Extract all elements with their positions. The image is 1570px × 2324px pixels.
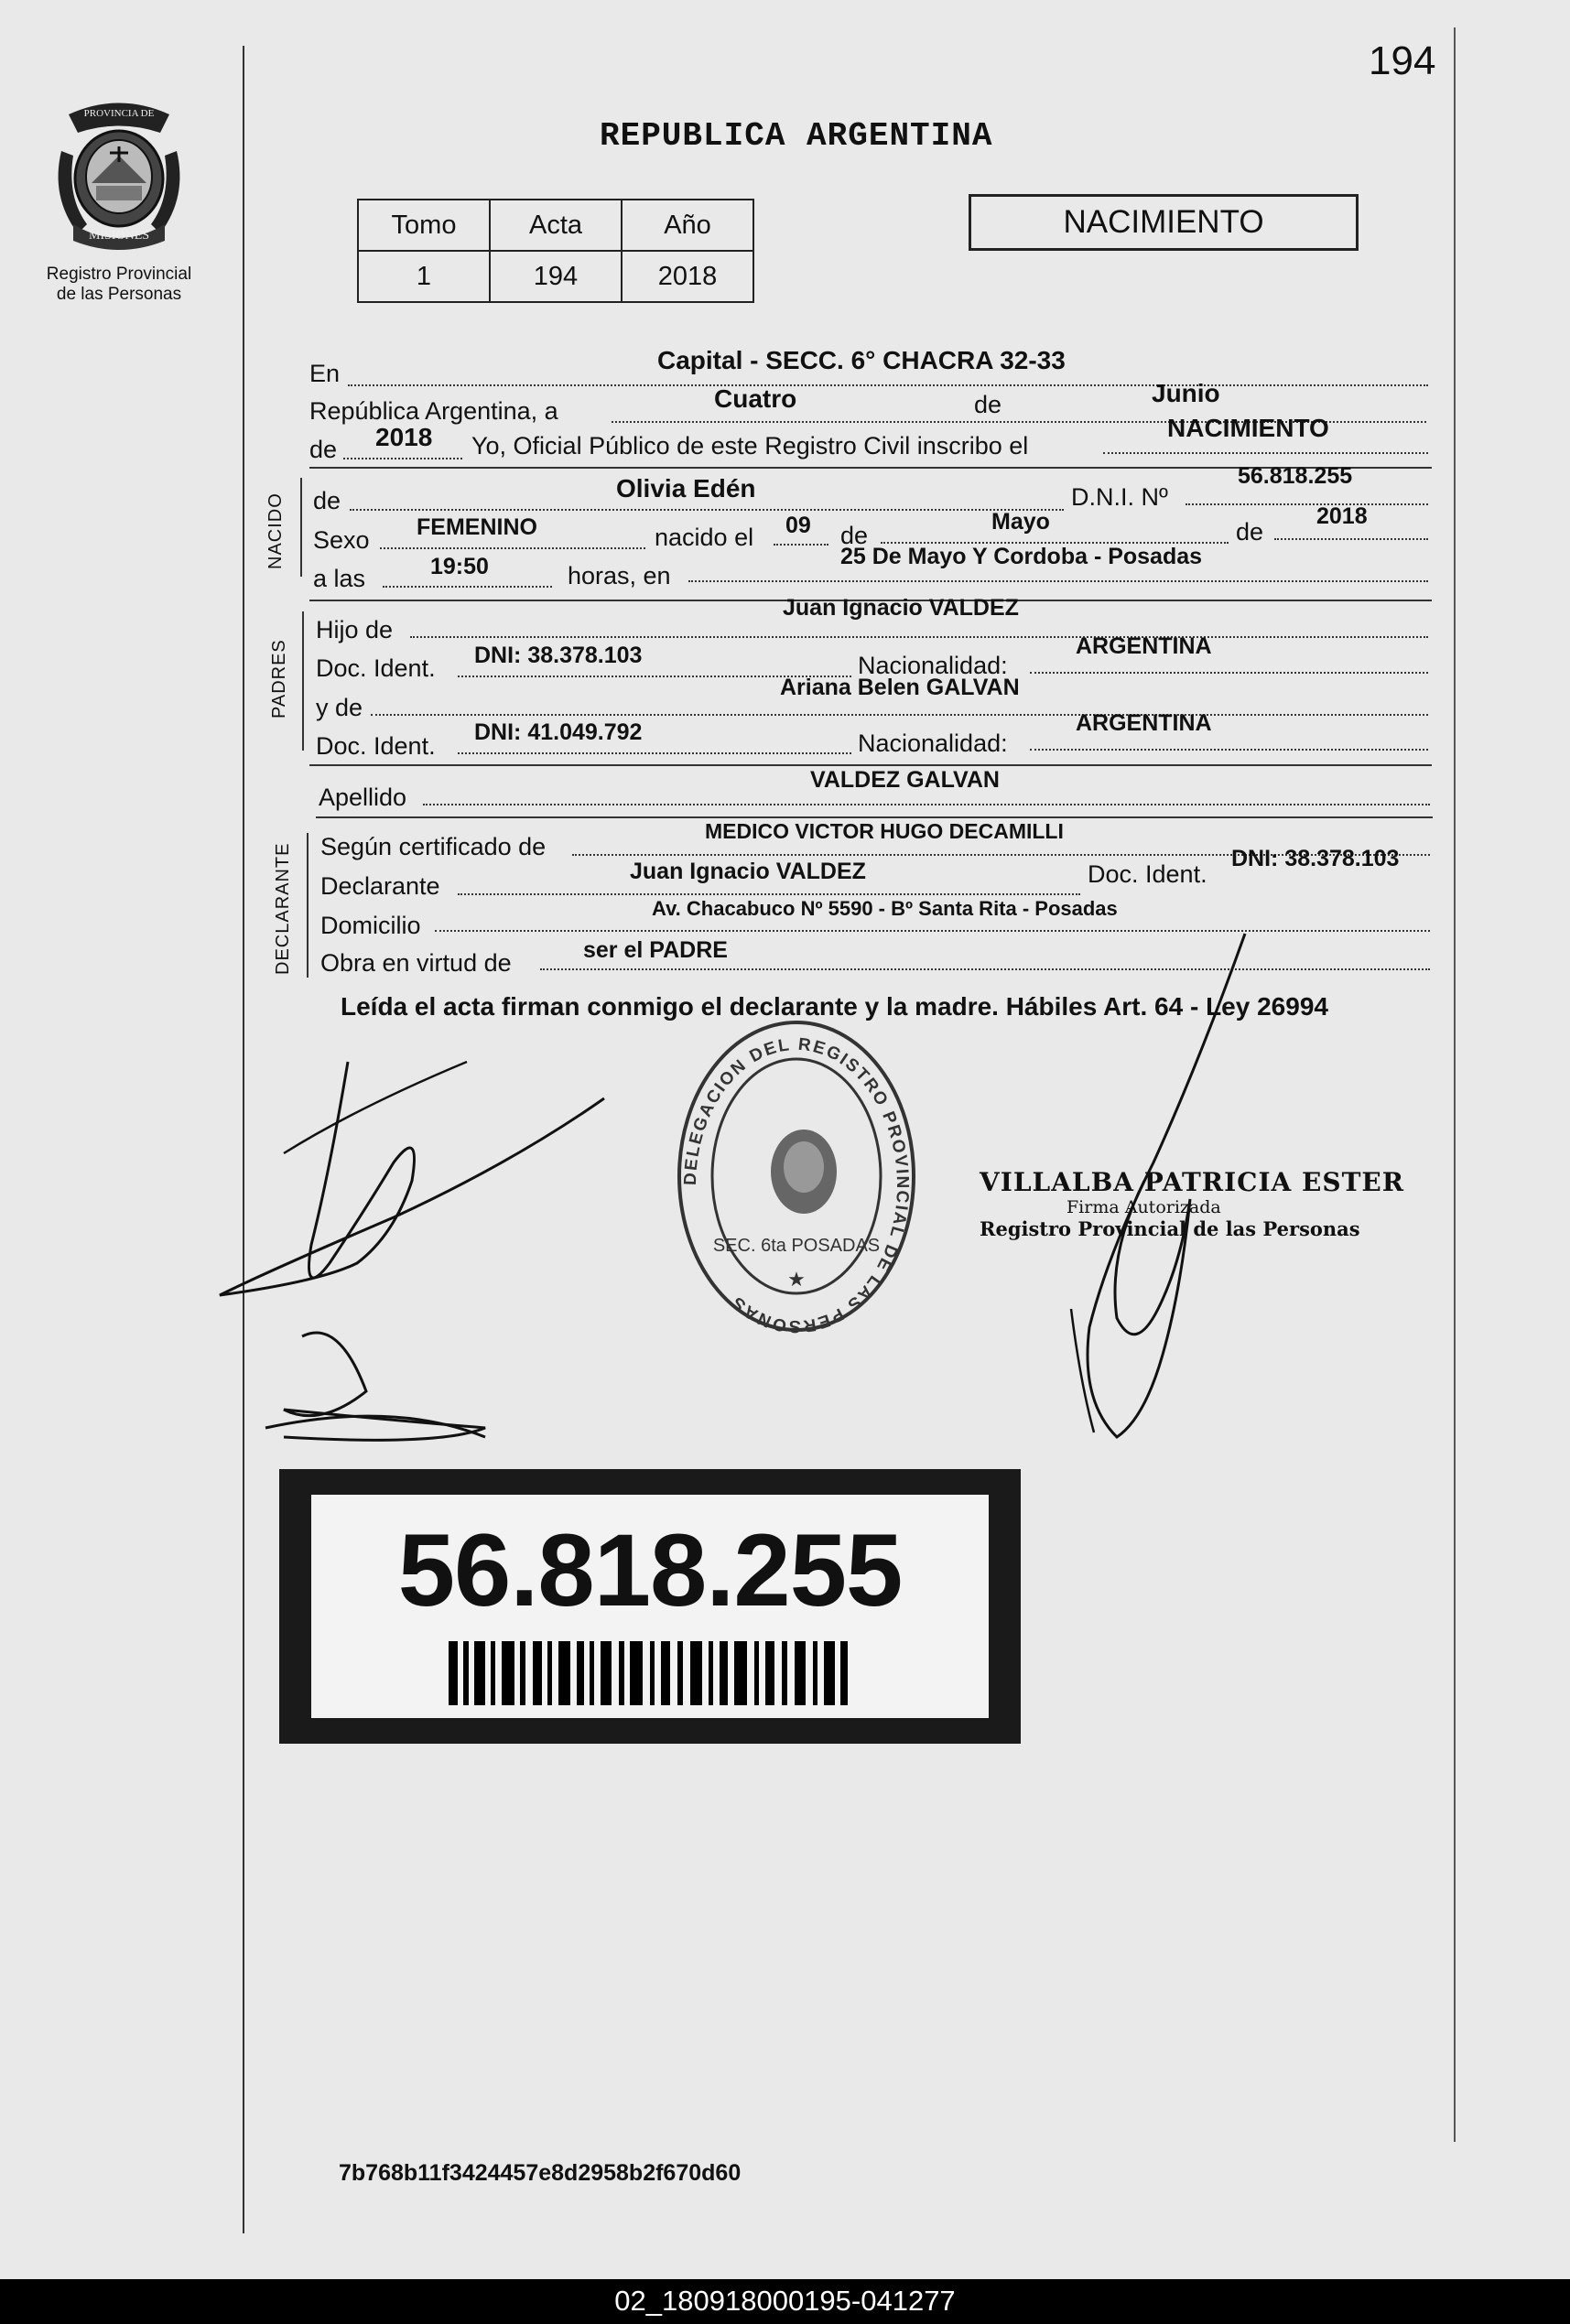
official-org: Registro Provincial de las Personas [980, 1217, 1360, 1240]
dotted-line [423, 804, 1430, 805]
dotted-line [1274, 538, 1428, 540]
y-de-label: y de [316, 694, 363, 721]
section-bracket [302, 611, 304, 751]
dotted-line [1103, 452, 1428, 454]
birth-day-value: 09 [785, 513, 811, 538]
ano-value: 2018 [622, 251, 753, 302]
inscribo-label: Yo, Oficial Público de este Registro Civil inscribo el [471, 432, 1029, 459]
dotted-line [343, 458, 462, 459]
svg-text:SEC. 6ta POSADAS: SEC. 6ta POSADAS [712, 1236, 881, 1256]
svg-text:MISIONES: MISIONES [88, 229, 150, 243]
month-value: Junio [1152, 379, 1220, 407]
declarante-section-label: DECLARANTE [273, 842, 293, 975]
dotted-line [774, 544, 828, 546]
doc-ident-label: Doc. Ident. [316, 654, 436, 682]
location-value: Capital - SECC. 6° CHACRA 32-33 [657, 346, 1066, 374]
inscribo-value: NACIMIENTO [1167, 414, 1329, 442]
dni-label: D.N.I. Nº [1071, 483, 1168, 511]
domicilio-label: Domicilio [320, 912, 421, 939]
section-bracket [307, 833, 309, 978]
birth-month-value: Mayo [991, 509, 1050, 535]
official-signatory-block [980, 1167, 1404, 1240]
dotted-line [380, 547, 645, 549]
record-type-box: NACIMIENTO [969, 194, 1359, 251]
section-divider [309, 764, 1432, 766]
tomo-value: 1 [358, 251, 490, 302]
dotted-line [1186, 503, 1428, 505]
de-label: de [840, 522, 869, 549]
logo-caption: Registro Provincial de las Personas [46, 265, 192, 304]
declarant-signature [211, 1043, 632, 1465]
father-nationality-value: ARGENTINA [1076, 633, 1212, 659]
document-title: REPUBLICA ARGENTINA [600, 117, 993, 155]
acta-header: Acta [490, 200, 622, 251]
mother-name-value: Ariana Belen GALVAN [780, 675, 1020, 700]
section-bracket [300, 478, 302, 577]
register-table [357, 199, 754, 303]
dotted-line [1030, 672, 1428, 674]
surname-value: VALDEZ GALVAN [810, 767, 1000, 793]
nacido-section-label: NACIDO [265, 492, 286, 569]
svg-text:DELEGACION DEL REGISTRO PROVIN: DELEGACION DEL REGISTRO PROVINCIAL DE LAS PERSONAS [680, 1034, 913, 1336]
dotted-line [348, 384, 1428, 386]
doc-ident-label: Doc. Ident. [1088, 860, 1207, 888]
province-logo [46, 96, 192, 305]
certificado-value: MEDICO VICTOR HUGO DECAMILLI [705, 819, 1064, 843]
apellido-label: Apellido [319, 784, 407, 811]
scan-footer [0, 2279, 1570, 2324]
dotted-line [540, 968, 1430, 970]
dotted-line [371, 714, 1428, 716]
en-label: En [309, 360, 341, 387]
coat-of-arms-icon [50, 96, 188, 252]
declarante-doc-value: DNI: 38.378.103 [1231, 846, 1400, 871]
father-name-value: Juan Ignacio VALDEZ [783, 595, 1019, 621]
dotted-line [458, 893, 1080, 895]
obra-value: ser el PADRE [583, 937, 728, 963]
svg-text:★: ★ [787, 1268, 806, 1291]
barcode-number: 56.818.255 [397, 1513, 903, 1627]
declarante-name-value: Juan Ignacio VALDEZ [630, 859, 866, 884]
father-doc-value: DNI: 38.378.103 [474, 643, 643, 668]
document-hash: 7b768b11f3424457e8d2958b2f670d60 [339, 2160, 742, 2186]
scan-id: 02_180918000195-041277 [614, 2285, 956, 2317]
nacido-el-label: nacido el [655, 524, 754, 551]
section-divider [316, 816, 1433, 818]
child-name-value: Olivia Edén [616, 474, 756, 503]
nacionalidad-label: Nacionalidad: [858, 652, 1008, 679]
padres-section-label: PADRES [269, 639, 289, 719]
nacionalidad-label: Nacionalidad: [858, 730, 1008, 757]
dotted-line [435, 930, 1430, 932]
horas-label: horas, en [568, 562, 671, 589]
day-value: Cuatro [714, 384, 797, 413]
right-margin-line [1454, 27, 1456, 2142]
official-name: VILLALBA PATRICIA ESTER [980, 1167, 1405, 1197]
acta-value: 194 [490, 251, 622, 302]
de-label: de [313, 487, 341, 514]
dni-barcode-sticker [279, 1469, 1021, 1744]
child-dni-value: 56.818.255 [1238, 463, 1353, 489]
dotted-line [458, 752, 851, 754]
domicilio-value: Av. Chacabuco Nº 5590 - Bº Santa Rita - Posadas [652, 897, 1118, 920]
ano-header: Año [622, 200, 753, 251]
doc-ident-label: Doc. Ident. [316, 732, 436, 760]
hijo-label: Hijo de [316, 616, 394, 643]
de-label: de [970, 391, 1005, 419]
declarante-label: Declarante [320, 872, 440, 900]
mother-nationality-value: ARGENTINA [1076, 710, 1212, 736]
sexo-value: FEMENINO [417, 514, 537, 540]
certificado-label: Según certificado de [320, 833, 547, 860]
birth-year-value: 2018 [1316, 503, 1368, 529]
closing-text: Leída el acta firman conmigo el declarante y la madre. Hábiles Art. 64 - Ley 26994 [341, 992, 1328, 1021]
svg-text:PROVINCIA DE: PROVINCIA DE [83, 108, 155, 119]
barcode-icon [449, 1641, 851, 1705]
page-number: 194 [1369, 38, 1436, 83]
a-las-label: a las [313, 565, 366, 592]
dotted-line [1030, 749, 1428, 751]
official-stamp [668, 1011, 925, 1341]
dotted-line [350, 509, 1064, 511]
birth-time-value: 19:50 [430, 554, 489, 579]
de2-label: de [309, 436, 338, 463]
dotted-line [383, 586, 552, 588]
year-value: 2018 [375, 423, 433, 451]
sexo-label: Sexo [313, 526, 370, 554]
republica-label: República Argentina, a [309, 397, 558, 425]
obra-label: Obra en virtud de [320, 949, 512, 977]
mother-doc-value: DNI: 41.049.792 [474, 719, 643, 745]
dotted-line [688, 580, 1428, 582]
de-label: de [1236, 518, 1264, 546]
official-role: Firma Autorizada [1067, 1197, 1221, 1217]
dotted-line [410, 636, 1428, 638]
birth-place-value: 25 De Mayo Y Cordoba - Posadas [840, 544, 1203, 569]
tomo-header: Tomo [358, 200, 490, 251]
